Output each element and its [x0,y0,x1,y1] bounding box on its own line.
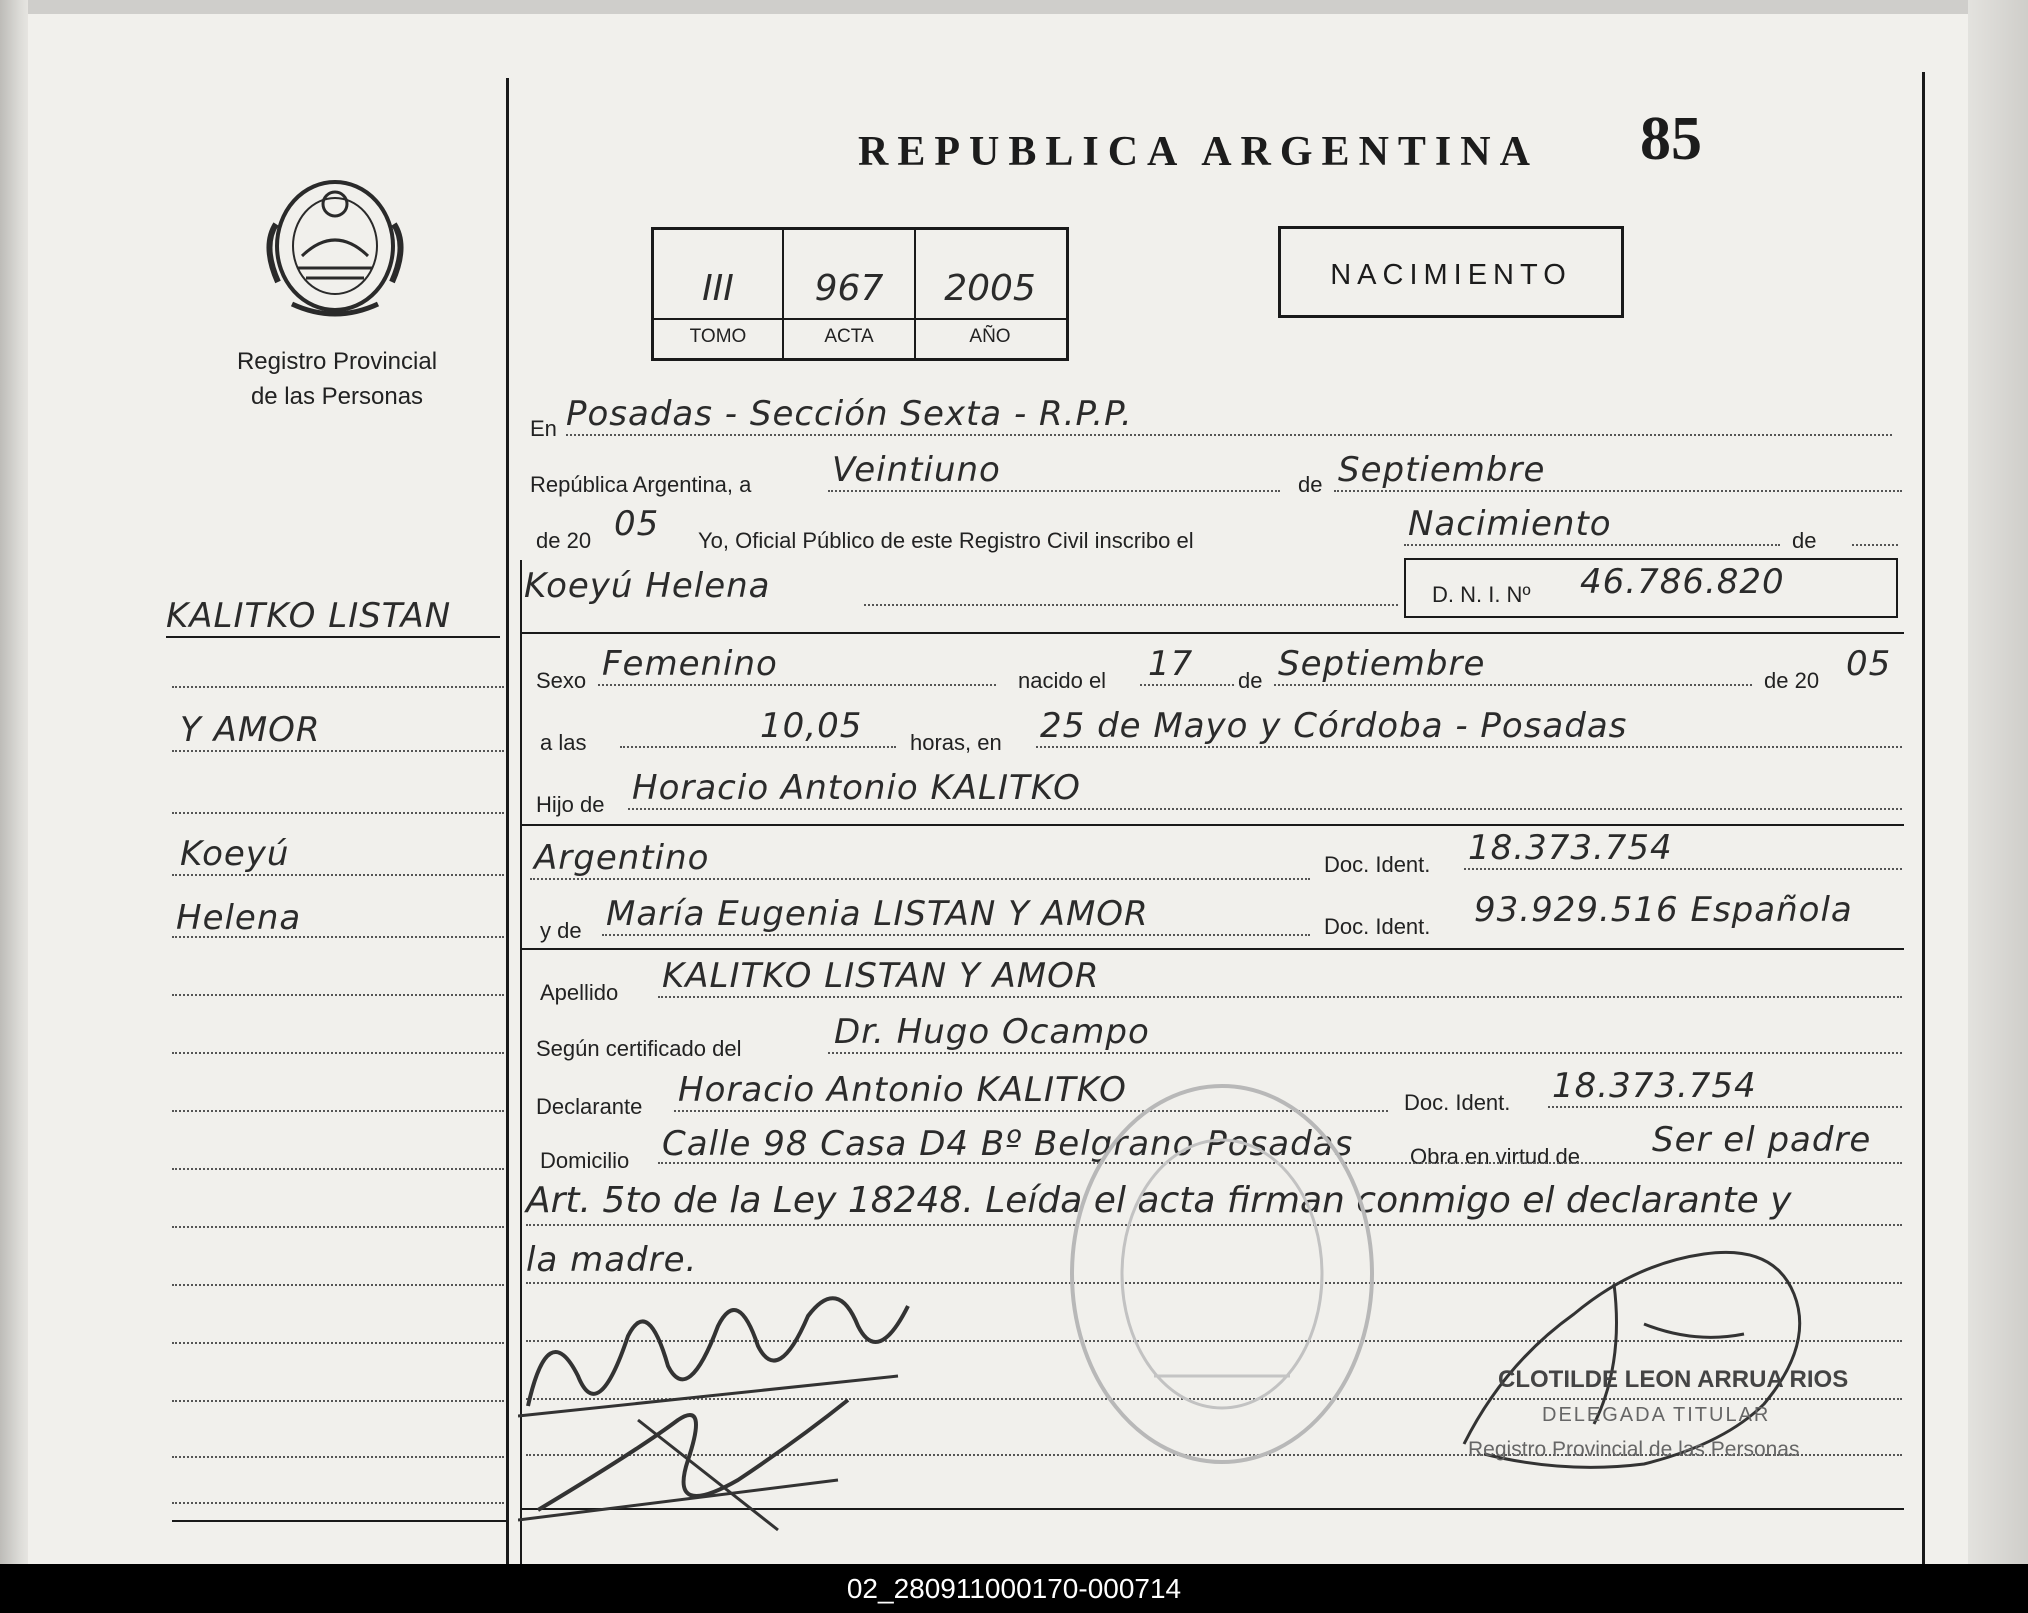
margin-note-underline [166,636,500,638]
margin-ruled-line [172,750,504,752]
segun-label: Según certificado del [536,1036,742,1061]
margin-note-line1: KALITKO LISTAN [166,596,452,636]
place-value: 25 de Mayo y Córdoba - Posadas [1040,706,1628,746]
section-divider [522,948,1904,950]
margin-ruled-line [172,1400,504,1402]
domicilio-label: Domicilio [540,1148,630,1173]
child-name-value: Koeyú Helena [524,566,771,606]
mother-label: y de [540,918,582,943]
declarante-label: Declarante [536,1094,643,1119]
margin-ruled-line [172,1284,504,1286]
ruled-line [598,684,996,686]
record-type-box [1278,226,1624,318]
margin-ruled-line [172,1456,504,1458]
en-value: Posadas - Sección Sexta - R.P.P. [566,394,1133,434]
tomo-label: TOMO [689,326,747,347]
acta-value: 967 [814,268,884,309]
margin-ruled-line [172,874,504,876]
inscribe-value: Nacimiento [1408,504,1612,544]
dni-value: 46.786.820 [1580,562,1785,602]
ruled-line [864,604,1398,606]
margin-bottom-line [172,1520,506,1522]
margin-ruled-line [172,994,504,996]
ruled-line [1548,1106,1902,1108]
birth-year-value: 05 [1846,644,1892,684]
provincial-coat-of-arms-icon [262,164,408,324]
dni-box [1404,558,1898,618]
dni-label: D. N. I. Nº [1432,582,1531,607]
ano-label: AÑO [969,326,1011,347]
ano-value: 2005 [944,268,1036,309]
margin-ruled-line [172,1502,504,1504]
ruled-line [628,808,1902,810]
republica-label: República Argentina, a [530,472,752,497]
official-name: CLOTILDE LEON ARRUA RIOS [1498,1366,1849,1393]
page-number: 85 [1640,105,1702,173]
margin-ruled-line [172,1052,504,1054]
nacido-label: nacido el [1018,668,1107,693]
tomo-cell [654,230,784,358]
year-prefix-label: de 20 [536,528,592,553]
ruled-line [828,1052,1902,1054]
ruled-line [1404,544,1780,546]
ruled-line [530,878,1310,880]
inscribe-text: Yo, Oficial Público de este Registro Civil inscribo el [698,528,1194,553]
mother-doc: 93.929.516 Española [1474,890,1853,930]
doc-label-3: Doc. Ident. [1404,1090,1511,1115]
registry-name-line2: de las Personas [250,383,424,410]
sexo-value: Femenino [602,644,778,684]
day-value: Veintiuno [832,450,1001,490]
de-label-2: de [1792,528,1817,553]
right-border [1922,72,1925,1564]
a-las-label: a las [540,730,587,755]
margin-ruled-line [172,812,504,814]
mother-value: María Eugenia LISTAN Y AMOR [606,894,1149,934]
doc-label-2: Doc. Ident. [1324,914,1431,939]
margin-ruled-line [172,1226,504,1228]
domicilio-value: Calle 98 Casa D4 Bº Belgrano Posadas [662,1124,1354,1164]
page-right-edge [1968,0,2028,1564]
sexo-label: Sexo [536,668,587,693]
margin-ruled-line [172,1110,504,1112]
year-prefix-label-2: de 20 [1764,668,1820,693]
acta-label: ACTA [824,326,874,347]
margin-note-line2: Y AMOR [180,710,321,750]
father-value: Horacio Antonio KALITKO [632,768,1081,808]
acta-cell [784,230,916,358]
left-column-border [506,78,509,1564]
page-title: REPUBLICA ARGENTINA [858,129,1539,175]
page-top-edge [0,0,2028,14]
ruled-line [1334,490,1902,492]
horas-label: horas, en [910,730,1002,755]
reference-box-divider [654,318,1066,320]
registry-seal-stamp [1064,1076,1380,1472]
ruled-line [1464,868,1902,870]
section-divider [522,632,1904,634]
margin-note-line4: Helena [176,898,302,938]
official-registry: Registro Provincial de las Personas [1468,1438,1800,1461]
birth-month-value: Septiembre [1278,644,1486,684]
margin-ruled-line [172,936,504,938]
margin-note-line3: Koeyú [180,834,290,874]
month-value: Septiembre [1338,450,1546,490]
section-divider [522,824,1904,826]
official-title: DELEGADA TITULAR [1542,1404,1771,1426]
ruled-line [1852,544,1898,546]
ruled-line [828,490,1280,492]
de-label: de [1298,472,1323,497]
ruled-line [1274,684,1752,686]
father-doc: 18.373.754 [1468,828,1673,868]
birth-day-value: 17 [1148,644,1194,684]
apellido-value: KALITKO LISTAN Y AMOR [662,956,1100,996]
notes-line2: la madre. [526,1240,698,1280]
record-type: NACIMIENTO [1330,259,1572,291]
record-reference-box [651,227,1069,361]
ruled-line [1036,746,1902,748]
year-value: 05 [614,504,660,544]
hour-value: 10,05 [760,706,863,746]
en-label: En [530,416,557,441]
scan-footer-id: 02_280911000170-000714 [0,1564,2028,1613]
father-nationality: Argentino [534,838,710,878]
doc-label: Doc. Ident. [1324,852,1431,877]
tomo-value: III [702,268,734,309]
ruled-line [658,996,1902,998]
registry-name-line1: Registro Provincial [236,348,438,375]
obra-label: Obra en virtud de [1410,1144,1580,1169]
hijo-label: Hijo de [536,792,605,817]
notes-line1: Art. 5to de la Ley 18248. Leída el acta firman conmigo el declarante y [526,1180,1792,1221]
declarante-doc: 18.373.754 [1552,1066,1757,1106]
apellido-label: Apellido [540,980,619,1005]
ruled-line [566,434,1892,436]
margin-ruled-line [172,686,504,688]
mother-signature [518,1360,878,1540]
ruled-line [602,934,1310,936]
declarante-value: Horacio Antonio KALITKO [678,1070,1127,1110]
segun-value: Dr. Hugo Ocampo [834,1012,1150,1052]
margin-ruled-line [172,1342,504,1344]
margin-ruled-line [172,1168,504,1170]
ruled-line [1140,684,1234,686]
de-label-3: de [1238,668,1263,693]
ano-cell [916,230,1064,358]
book-binding [0,0,28,1564]
ruled-line [620,746,896,748]
registry-name [210,344,464,414]
obra-value: Ser el padre [1652,1120,1872,1160]
